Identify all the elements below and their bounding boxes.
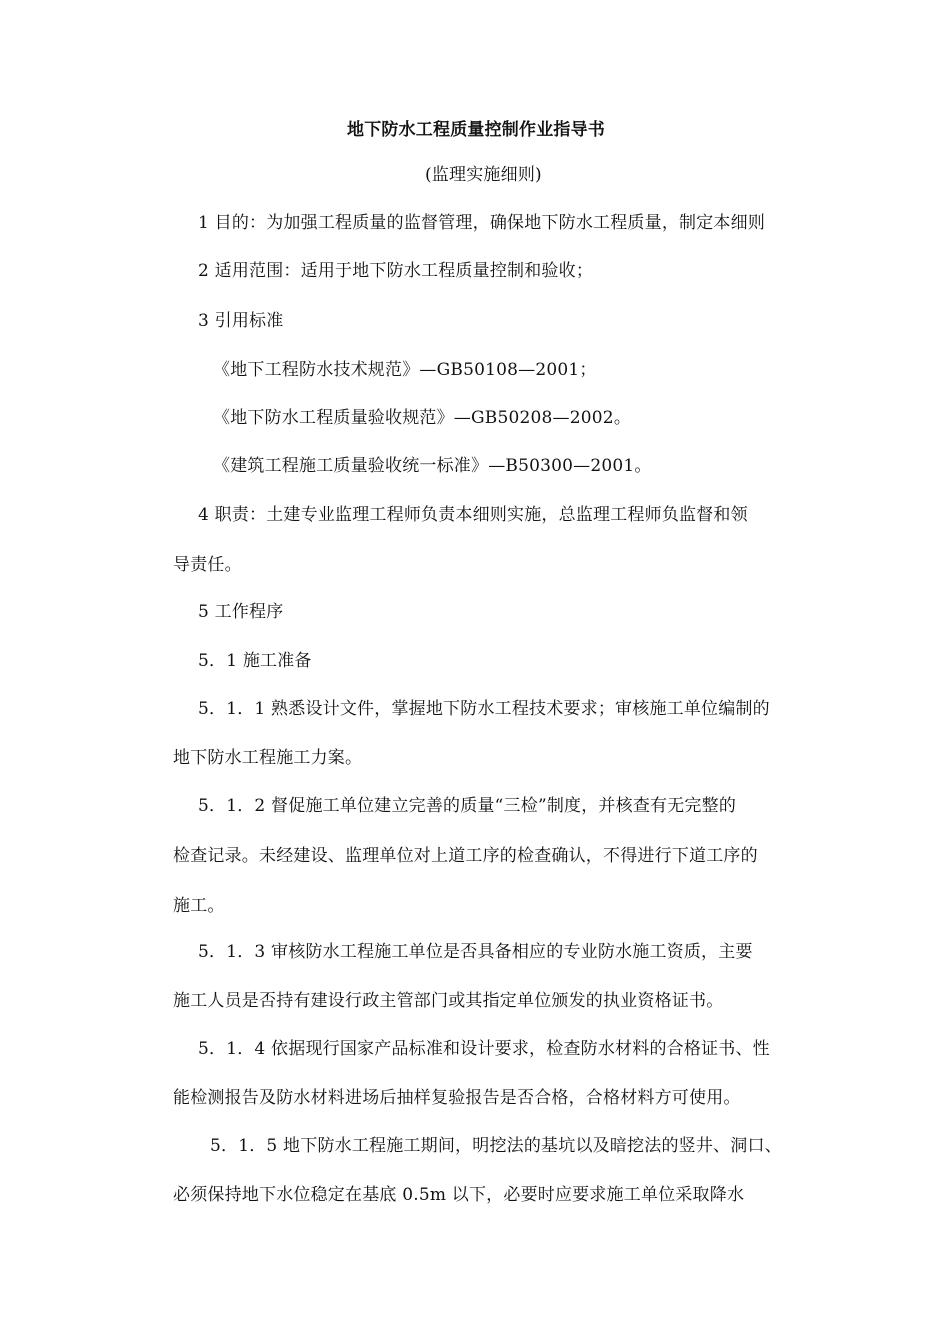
para-line: 导责任。 [173,555,242,575]
para-line: 必须保持地下水位稳定在基底 0.5m 以下，必要时应要求施工单位采取降水 [173,1185,745,1205]
para-line: 《地下防水工程质量验收规范》—GB50208—2002。 [213,408,632,428]
para-line: 5．1．2 督促施工单位建立完善的质量“三检”制度，并核查有无完整的 [198,796,737,816]
para-line: 1 目的：为加强工程质量的监督管理，确保地下防水工程质量，制定本细则 [198,213,766,233]
para-line: 施工。 [173,896,225,916]
para-line: 3 引用标准 [198,311,284,331]
para-line: 施工人员是否持有建设行政主管部门或其指定单位颁发的执业资格证书。 [173,991,724,1011]
para-line: 《建筑工程施工质量验收统一标准》—B50300—2001。 [213,456,652,476]
para-line: 地下防水工程施工力案。 [173,748,363,768]
para-line: 5．1．1 熟悉设计文件，掌握地下防水工程技术要求；审核施工单位编制的 [198,699,770,719]
para-line: 4 职责：土建专业监理工程师负责本细则实施，总监理工程师负监督和领 [198,505,748,525]
para-line: 5．1．3 审核防水工程施工单位是否具备相应的专业防水施工资质，主要 [198,942,753,962]
para-line: 能检测报告及防水材料进场后抽样复验报告是否合格，合格材料方可使用。 [173,1088,741,1108]
para-line: 检查记录。未经建设、监理单位对上道工序的检查确认，不得进行下道工序的 [173,846,758,866]
para-line: 5．1．5 地下防水工程施工期间，明挖法的基坑以及暗挖法的竖井、洞口、 [210,1136,782,1156]
document-title: 地下防水工程质量控制作业指导书 [347,120,605,140]
document-subtitle: (监理实施细则) [425,165,542,185]
para-line: 5 工作程序 [198,602,284,622]
para-line: 2 适用范围：适用于地下防水工程质量控制和验收； [198,261,594,281]
para-line: 《地下工程防水技术规范》—GB50108—2001； [213,360,597,380]
para-line: 5．1．4 依据现行国家产品标准和设计要求，检查防水材料的合格证书、性 [198,1039,770,1059]
para-line: 5．1 施工准备 [198,651,312,671]
